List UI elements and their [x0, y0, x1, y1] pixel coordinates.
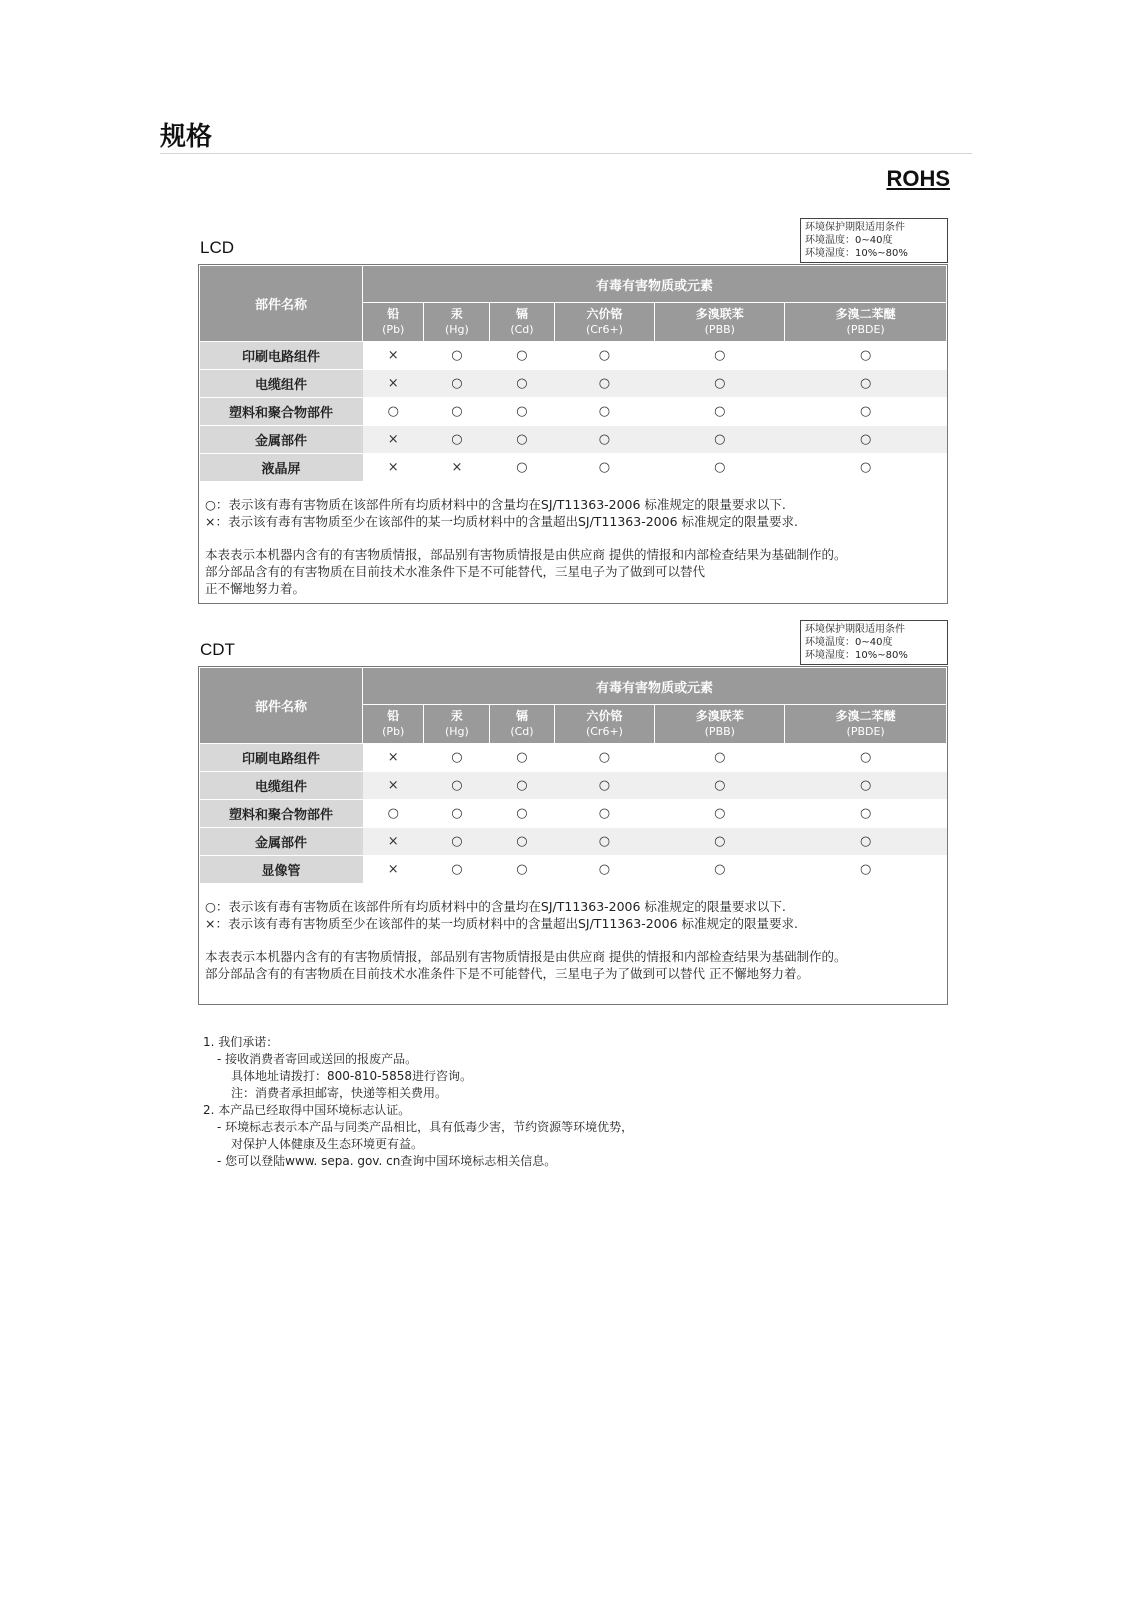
value-cell: ○	[785, 772, 947, 800]
value-cell: ○	[490, 342, 554, 370]
condition-line: 环境保护期限适用条件	[805, 222, 905, 233]
rohs-heading: ROHS	[886, 166, 950, 191]
legend-note: ×：表示该有毒有害物质至少在该部件的某一均质材料中的含量超出SJ/T11363-2006 标准规定的限量要求.	[205, 514, 798, 529]
value-cell: ○	[490, 828, 554, 856]
value-cell: ○	[554, 454, 655, 482]
part-cell: 液晶屏	[200, 454, 363, 482]
value-cell: ○	[554, 370, 655, 398]
substance-header: 汞 (Hg)	[424, 303, 490, 342]
substance-header: 六价铬 (Cr6+)	[554, 303, 655, 342]
substance-header: 六价铬 (Cr6+)	[554, 705, 655, 744]
rohs-table-frame	[198, 264, 948, 604]
value-cell: ○	[424, 828, 490, 856]
value-cell: ○	[655, 398, 785, 426]
table-row	[200, 772, 947, 800]
value-cell: ○	[655, 454, 785, 482]
condition-line: 环境温度：0~40度	[805, 637, 893, 648]
pledge-line: 注：消费者承担邮寄，快递等相关费用。	[231, 1086, 448, 1100]
value-cell: ○	[655, 828, 785, 856]
statement-line: 正不懈地努力着。	[205, 581, 306, 596]
value-cell: ○	[655, 426, 785, 454]
value-cell: ○	[785, 426, 947, 454]
substance-header: 铅 (Pb)	[363, 303, 424, 342]
table-row	[200, 398, 947, 426]
value-cell: ○	[655, 744, 785, 772]
value-cell: ×	[363, 772, 424, 800]
rohs-table	[199, 667, 947, 884]
table-row	[200, 370, 947, 398]
statement-line: 本表表示本机器内含有的有害物质情报，部品别有害物质情报是由供应商 提供的情报和内部检查结果为基础制作的。	[205, 547, 847, 562]
pledge-line: 具体地址请拨打：800-810-5858进行咨询。	[231, 1069, 473, 1083]
value-cell: ○	[490, 800, 554, 828]
value-cell: ○	[554, 426, 655, 454]
value-cell: ○	[785, 398, 947, 426]
value-cell: ○	[785, 856, 947, 884]
part-cell: 塑料和聚合物部件	[200, 398, 363, 426]
value-cell: ○	[363, 398, 424, 426]
page-title: 规格	[160, 122, 213, 152]
pledge-line: - 环境标志表示本产品与同类产品相比，具有低毒少害，节约资源等环境优势，	[217, 1120, 634, 1134]
value-cell: ×	[424, 454, 490, 482]
substance-header: 多溴联苯 (PBB)	[655, 705, 785, 744]
part-cell: 金属部件	[200, 426, 363, 454]
rohs-table	[199, 265, 947, 482]
value-cell: ○	[655, 800, 785, 828]
value-cell: ○	[490, 856, 554, 884]
substance-header: 铅 (Pb)	[363, 705, 424, 744]
statement-line: 部分部品含有的有害物质在目前技术水准条件下是不可能替代，三星电子为了做到可以替代	[205, 564, 706, 579]
substance-group-header: 有毒有害物质或元素	[363, 668, 947, 705]
part-cell: 印刷电路组件	[200, 744, 363, 772]
value-cell: ○	[363, 800, 424, 828]
value-cell: ×	[363, 856, 424, 884]
value-cell: ○	[655, 772, 785, 800]
value-cell: ×	[363, 828, 424, 856]
value-cell: ×	[363, 426, 424, 454]
legend-note: ○：表示该有毒有害物质在该部件所有均质材料中的含量均在SJ/T11363-2006 标准规定的限量要求以下.	[205, 899, 786, 914]
value-cell: ○	[655, 370, 785, 398]
value-cell: ○	[490, 370, 554, 398]
conditions-box	[800, 218, 948, 263]
substance-header: 镉 (Cd)	[490, 303, 554, 342]
part-cell: 塑料和聚合物部件	[200, 800, 363, 828]
part-cell: 金属部件	[200, 828, 363, 856]
part-cell: 显像管	[200, 856, 363, 884]
value-cell: ○	[490, 772, 554, 800]
legend-note: ×：表示该有毒有害物质至少在该部件的某一均质材料中的含量超出SJ/T11363-2006 标准规定的限量要求.	[205, 916, 798, 931]
value-cell: ○	[785, 342, 947, 370]
value-cell: ×	[363, 454, 424, 482]
value-cell: ○	[490, 426, 554, 454]
rohs-table-frame	[198, 666, 948, 1005]
legend-note: ○：表示该有毒有害物质在该部件所有均质材料中的含量均在SJ/T11363-2006 标准规定的限量要求以下.	[205, 497, 786, 512]
table-row	[200, 342, 947, 370]
table-notes	[199, 884, 947, 1004]
value-cell: ○	[424, 744, 490, 772]
part-name-header: 部件名称	[200, 668, 363, 744]
table-row	[200, 426, 947, 454]
condition-line: 环境保护期限适用条件	[805, 624, 905, 635]
table-row	[200, 800, 947, 828]
value-cell: ○	[785, 744, 947, 772]
part-cell: 电缆组件	[200, 772, 363, 800]
conditions-box	[800, 620, 948, 665]
value-cell: ○	[424, 772, 490, 800]
value-cell: ○	[554, 828, 655, 856]
substance-header: 多溴二苯醚 (PBDE)	[785, 303, 947, 342]
value-cell: ○	[424, 342, 490, 370]
title-divider	[160, 153, 972, 154]
pledge-line: - 您可以登陆www. sepa. gov. cn查询中国环境标志相关信息。	[217, 1154, 557, 1168]
condition-line: 环境湿度：10%~80%	[805, 650, 908, 661]
pledge-line: - 接收消费者寄回或送回的报废产品。	[217, 1052, 418, 1066]
table-row	[200, 856, 947, 884]
substance-header: 多溴二苯醚 (PBDE)	[785, 705, 947, 744]
value-cell: ○	[785, 800, 947, 828]
table-row	[200, 828, 947, 856]
table-notes	[199, 482, 947, 603]
value-cell: ○	[554, 342, 655, 370]
value-cell: ○	[785, 454, 947, 482]
value-cell: ○	[490, 454, 554, 482]
value-cell: ○	[554, 856, 655, 884]
pledge-line: 2. 本产品已经取得中国环境标志认证。	[203, 1103, 411, 1117]
substance-header: 汞 (Hg)	[424, 705, 490, 744]
table-row	[200, 744, 947, 772]
value-cell: ○	[490, 744, 554, 772]
value-cell: ×	[363, 342, 424, 370]
condition-line: 环境湿度：10%~80%	[805, 248, 908, 259]
section-label: LCD	[200, 238, 235, 257]
value-cell: ○	[554, 744, 655, 772]
value-cell: ○	[785, 828, 947, 856]
statement-line: 部分部品含有的有害物质在目前技术水准条件下是不可能替代，三星电子为了做到可以替代 正不懈地努力着。	[205, 966, 809, 981]
value-cell: ○	[424, 370, 490, 398]
substance-header: 多溴联苯 (PBB)	[655, 303, 785, 342]
substance-group-header: 有毒有害物质或元素	[363, 266, 947, 303]
value-cell: ○	[424, 426, 490, 454]
table-row	[200, 454, 947, 482]
value-cell: ○	[554, 398, 655, 426]
part-cell: 电缆组件	[200, 370, 363, 398]
part-name-header: 部件名称	[200, 266, 363, 342]
value-cell: ○	[424, 856, 490, 884]
value-cell: ○	[785, 370, 947, 398]
value-cell: ○	[490, 398, 554, 426]
value-cell: ○	[554, 772, 655, 800]
value-cell: ×	[363, 370, 424, 398]
pledge-line: 对保护人体健康及生态环境更有益。	[231, 1137, 424, 1151]
pledge-line: 1. 我们承诺：	[203, 1035, 279, 1049]
value-cell: ○	[655, 342, 785, 370]
value-cell: ○	[424, 800, 490, 828]
value-cell: ○	[554, 800, 655, 828]
section-label: CDT	[200, 640, 235, 659]
value-cell: ○	[424, 398, 490, 426]
part-cell: 印刷电路组件	[200, 342, 363, 370]
value-cell: ×	[363, 744, 424, 772]
substance-header: 镉 (Cd)	[490, 705, 554, 744]
value-cell: ○	[655, 856, 785, 884]
condition-line: 环境温度：0~40度	[805, 235, 893, 246]
statement-line: 本表表示本机器内含有的有害物质情报，部品别有害物质情报是由供应商 提供的情报和内部检查结果为基础制作的。	[205, 949, 847, 964]
pledge-block	[203, 1034, 633, 1170]
